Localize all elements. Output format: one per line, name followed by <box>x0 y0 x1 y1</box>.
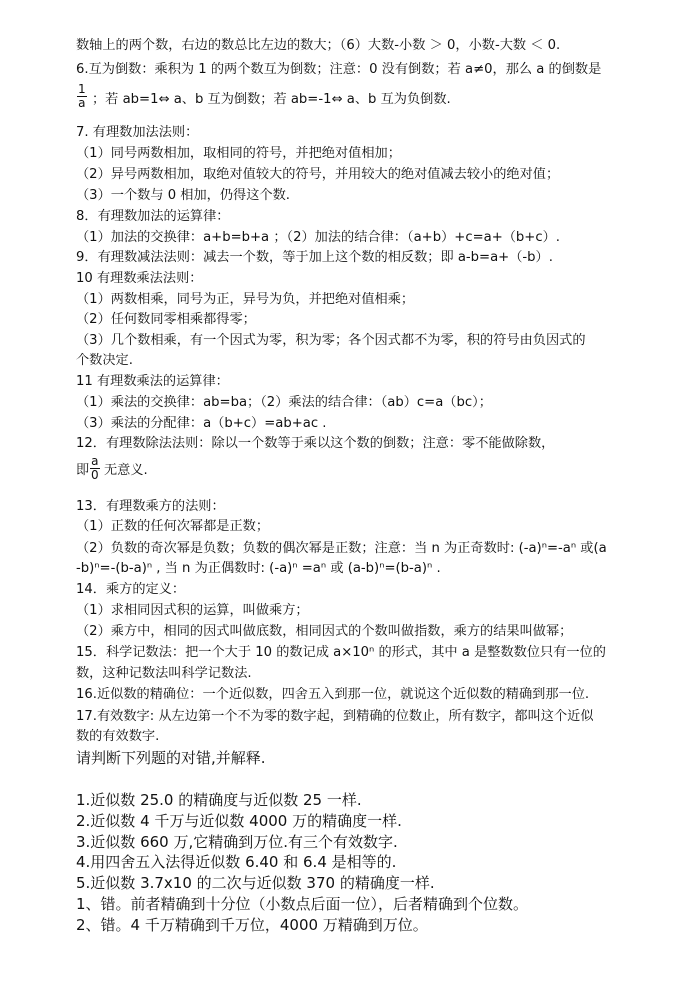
section-heading: 15．科学记数法：把一个大于 10 的数记成 a×10ⁿ 的形式，其中 a 是整数数位只有一位的 <box>76 645 606 660</box>
fraction-numerator: 1 <box>78 82 86 96</box>
text-line: （3）乘法的分配律：a（b+c）=ab+ac . <box>76 416 327 431</box>
exercise-item: 3.近似数 660 万,它精确到万位.有三个有效数字. <box>76 833 398 851</box>
text-line: （1）加法的交换律：a+b=b+a ；（2）加法的结合律：（a+b）+c=a+（b+c）. <box>76 230 560 245</box>
text-line: 无意义. <box>104 463 148 478</box>
exercise-item: 1.近似数 25.0 的精确度与近似数 25 一样. <box>76 791 362 809</box>
answer-item: 2、错。4 千万精确到千万位，4000 万精确到万位。 <box>76 916 428 934</box>
text-line: 数的有效数字. <box>76 729 160 744</box>
fraction-one-over-a <box>77 83 87 110</box>
text-prefix: 即 <box>76 463 90 478</box>
section-heading: 14．乘方的定义： <box>76 582 186 597</box>
section-heading: 8．有理数加法的运算律： <box>76 209 230 224</box>
section-heading: 7. 有理数加法法则： <box>76 125 199 140</box>
text-line: （1）两数相乘，同号为正，异号为负，并把绝对值相乘； <box>76 292 415 307</box>
exercise-prompt: 请判断下列题的对错,并解释. <box>76 749 266 767</box>
text-line: （2）负数的奇次幂是负数；负数的偶次幂是正数；注意：当 n 为正奇数时: (-a)ⁿ=-aⁿ 或(a <box>76 541 607 556</box>
section-heading: 11 有理数乘法的运算律： <box>76 374 229 389</box>
section-heading: 9．有理数减法法则：减去一个数，等于加上这个数的相反数；即 a-b=a+（-b）. <box>76 250 553 265</box>
fraction-denominator: 0 <box>91 468 99 482</box>
section-heading: 16.近似数的精确位：一个近似数，四舍五入到那一位，就说这个近似数的精确到那一位. <box>76 687 590 702</box>
section-heading: 12．有理数除法法则：除以一个数等于乘以这个数的倒数；注意：零不能做除数， <box>76 436 555 451</box>
text-line: （1）求相同因式积的运算，叫做乘方； <box>76 603 309 618</box>
exercise-item: 2.近似数 4 千万与近似数 4000 万的精确度一样. <box>76 812 402 830</box>
text-line: （3）几个数相乘，有一个因式为零，积为零；各个因式都不为零，积的符号由负因式的 <box>76 333 586 348</box>
text-line: （1）同号两数相加，取相同的符号，并把绝对值相加； <box>76 146 401 161</box>
text-line: 个数决定. <box>76 353 133 368</box>
text-line: （2）任何数同零相乘都得零； <box>76 312 256 327</box>
exercise-item: 4.用四舍五入法得近似数 6.40 和 6.4 是相等的. <box>76 853 397 871</box>
reciprocal-note: ；若 ab=1⇔ a、b 互为倒数；若 ab=-1⇔ a、b 互为负倒数. <box>92 92 451 107</box>
reciprocal-definition: 6.互为倒数：乘积为 1 的两个数互为倒数；注意：0 没有倒数；若 a≠0，那么 a 的倒数是 <box>76 62 602 77</box>
text-line: （1）乘法的交换律：ab=ba；（2）乘法的结合律：（ab）c=a（bc）； <box>76 395 492 410</box>
text-line: （1）正数的任何次幂都是正数； <box>76 519 270 534</box>
exercise-item: 5.近似数 3.7x10 的二次与近似数 370 的精确度一样. <box>76 874 435 892</box>
fraction-numerator: a <box>91 454 99 468</box>
text-line: （3）一个数与 0 相加，仍得这个数. <box>76 188 290 203</box>
text-line: 数，这种记数法叫科学记数法. <box>76 666 252 681</box>
text-line: -b)ⁿ=-(b-a)ⁿ , 当 n 为正偶数时: (-a)ⁿ =aⁿ 或 (a-b)ⁿ=(b-a)ⁿ . <box>76 561 441 576</box>
section-heading: 17.有效数字: 从左边第一个不为零的数字起，到精确的位数止，所有数字，都叫这个近似 <box>76 709 594 724</box>
answer-item: 1、错。前者精确到十分位（小数点后面一位），后者精确到个位数。 <box>76 895 529 913</box>
fraction-denominator: a <box>78 96 86 110</box>
fraction-a-over-zero <box>90 455 100 482</box>
text-line: 数轴上的两个数，右边的数总比左边的数大；（6）大数-小数 ＞ 0，小数-大数 ＜ 0. <box>76 38 561 53</box>
text-line: （2）乘方中，相同的因式叫做底数，相同因式的个数叫做指数，乘方的结果叫做幂； <box>76 624 573 639</box>
text-line: （2）异号两数相加，取绝对值较大的符号，并用较大的绝对值减去较小的绝对值； <box>76 167 560 182</box>
section-heading: 13．有理数乘方的法则： <box>76 499 225 514</box>
section-heading: 10 有理数乘法法则： <box>76 271 203 286</box>
